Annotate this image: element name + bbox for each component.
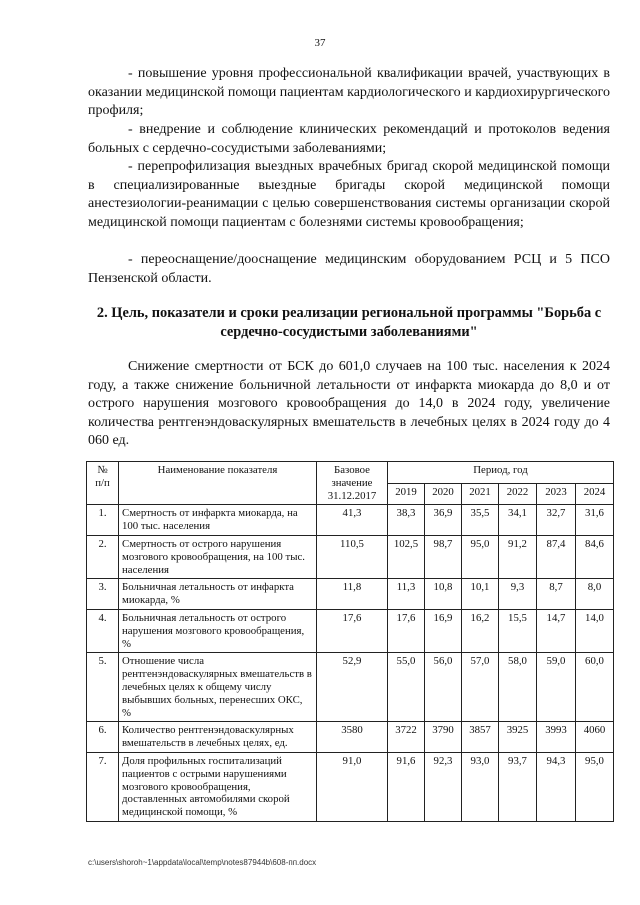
base-value: 17,6 (317, 609, 388, 652)
header-year: 2021 (462, 483, 499, 505)
year-value: 3993 (537, 722, 576, 753)
year-value: 56,0 (425, 653, 462, 722)
year-value: 84,6 (576, 535, 614, 578)
year-value: 98,7 (425, 535, 462, 578)
header-year: 2019 (388, 483, 425, 505)
indicator-name: Количество рентгенэндоваскулярных вмешательств в лечебных целях, ед. (119, 722, 317, 753)
year-value: 35,5 (462, 505, 499, 536)
year-value: 36,9 (425, 505, 462, 536)
year-value: 91,2 (499, 535, 537, 578)
year-value: 87,4 (537, 535, 576, 578)
intro-paragraph: Снижение смертности от БСК до 601,0 случаев на 100 тыс. населения к 2024 году, а также снижение больничной летальности от инфаркта миокарда до 8,0 и от острого нарушения мозгового кровообращения до 14,0 в 2024 году, увеличение количества рентгенэндоваскулярных вмешательств в лечебных целях в 2024 году до 4 060 ед. (88, 359, 610, 449)
base-value: 110,5 (317, 535, 388, 578)
row-number: 4. (87, 609, 119, 652)
table-row (87, 579, 614, 610)
year-value: 38,3 (388, 505, 425, 536)
year-value: 16,2 (462, 609, 499, 652)
header-period: Период, год (388, 462, 614, 484)
year-value: 92,3 (425, 752, 462, 821)
year-value: 91,6 (388, 752, 425, 821)
row-number: 5. (87, 653, 119, 722)
header-base: Базовое значение 31.12.2017 (317, 462, 388, 505)
base-value: 11,8 (317, 579, 388, 610)
bullet-ambulance-teams: - перепрофилизация выездных врачебных бригад скорой медицинской помощи в специализированные выездные бригады скорой медицинской помощи анестезиологии-реанимации с целью совершенствования системы организации скорой медицинской помощи пациентам с болезнями системы кровообращения; (88, 159, 610, 230)
year-value: 8,7 (537, 579, 576, 610)
base-value: 41,3 (317, 505, 388, 536)
base-value: 52,9 (317, 653, 388, 722)
indicator-name: Больничная летальность от острого нарушения мозгового кровообращения, % (119, 609, 317, 652)
year-value: 93,0 (462, 752, 499, 821)
row-number: 7. (87, 752, 119, 821)
row-number: 2. (87, 535, 119, 578)
year-value: 9,3 (499, 579, 537, 610)
header-year: 2024 (576, 483, 614, 505)
year-value: 34,1 (499, 505, 537, 536)
indicator-name: Доля профильных госпитализаций пациентов с острыми нарушениями мозгового кровообращения, доставленных автомобилями скорой медицинской помощи, % (119, 752, 317, 821)
row-number: 6. (87, 722, 119, 753)
year-value: 14,0 (576, 609, 614, 652)
year-value: 94,3 (537, 752, 576, 821)
section-heading: 2. Цель, показатели и сроки реализации региональной программы "Борьба с сердечно-сосудистыми заболеваниями" (96, 305, 602, 340)
header-name: Наименование показателя (119, 462, 317, 505)
table-row (87, 653, 614, 722)
table-header-row (87, 462, 614, 484)
page-number: 37 (314, 37, 326, 49)
year-value: 3925 (499, 722, 537, 753)
footer-file-path: c:\users\shoroh~1\appdata\local\temp\notes87944b\608-пп.docx (88, 858, 317, 867)
year-value: 59,0 (537, 653, 576, 722)
header-year: 2023 (537, 483, 576, 505)
indicator-name: Больничная летальность от инфаркта миокарда, % (119, 579, 317, 610)
table-row (87, 722, 614, 753)
year-value: 57,0 (462, 653, 499, 722)
year-value: 32,7 (537, 505, 576, 536)
table-row (87, 505, 614, 536)
year-value: 3790 (425, 722, 462, 753)
row-number: 1. (87, 505, 119, 536)
base-value: 3580 (317, 722, 388, 753)
year-value: 55,0 (388, 653, 425, 722)
table-row (87, 609, 614, 652)
year-value: 58,0 (499, 653, 537, 722)
year-value: 8,0 (576, 579, 614, 610)
indicator-name: Смертность от инфаркта миокарда, на 100 тыс. населения (119, 505, 317, 536)
year-value: 10,8 (425, 579, 462, 610)
header-year: 2022 (499, 483, 537, 505)
year-value: 4060 (576, 722, 614, 753)
indicators-table (86, 461, 614, 822)
bullet-clinical-guidelines: - внедрение и соблюдение клинических рекомендаций и протоколов ведения больных с сердечно-сосудистыми заболеваниями; (88, 122, 610, 156)
header-num: № п/п (87, 462, 119, 505)
year-value: 11,3 (388, 579, 425, 610)
base-value: 91,0 (317, 752, 388, 821)
indicator-name: Смертность от острого нарушения мозгового кровообращения, на 100 тыс. населения (119, 535, 317, 578)
year-value: 3857 (462, 722, 499, 753)
indicator-name: Отношение числа рентгенэндоваскулярных вмешательств в лечебных целях к общему числу выбывших больных, перенесших ОКС, % (119, 653, 317, 722)
bullet-qualification: - повышение уровня профессиональной квалификации врачей, участвующих в оказании медицинской помощи пациентам кардиологического и кардиохирургического профиля; (88, 66, 610, 119)
year-value: 17,6 (388, 609, 425, 652)
year-value: 14,7 (537, 609, 576, 652)
year-value: 16,9 (425, 609, 462, 652)
year-value: 95,0 (462, 535, 499, 578)
row-number: 3. (87, 579, 119, 610)
year-value: 3722 (388, 722, 425, 753)
year-value: 93,7 (499, 752, 537, 821)
table-row (87, 752, 614, 821)
bullet-equipment: - переоснащение/дооснащение медицинским оборудованием РСЦ и 5 ПСО Пензенской области. (88, 252, 610, 286)
year-value: 102,5 (388, 535, 425, 578)
year-value: 95,0 (576, 752, 614, 821)
year-value: 60,0 (576, 653, 614, 722)
year-value: 31,6 (576, 505, 614, 536)
table-row (87, 535, 614, 578)
year-value: 15,5 (499, 609, 537, 652)
header-year: 2020 (425, 483, 462, 505)
year-value: 10,1 (462, 579, 499, 610)
